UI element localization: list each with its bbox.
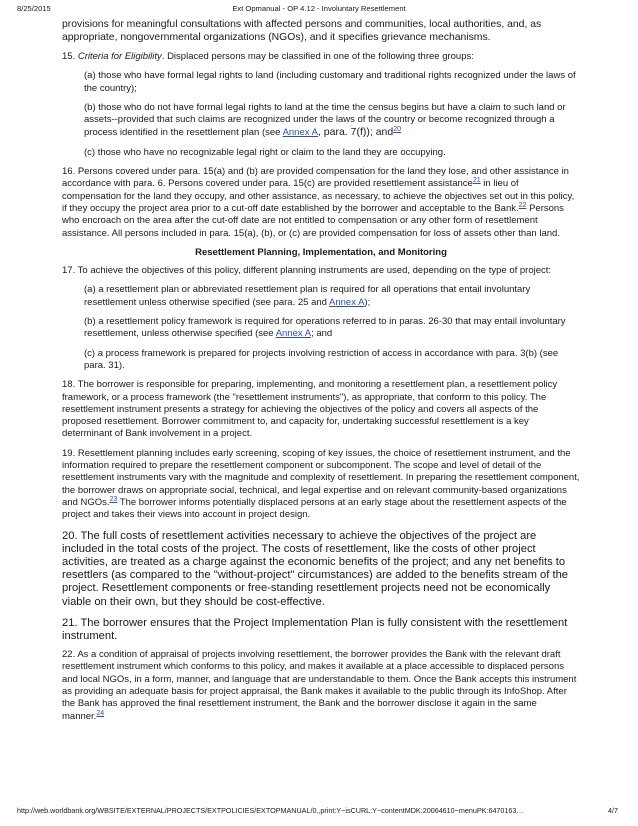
page-number: 4/7	[608, 806, 618, 815]
paragraph-18: 18. The borrower is responsible for preparing, implementing, and monitoring a resettlement plan, a resettlement policy framework, or a process framework (the "resettlement instruments"), as appropriate, that conform to this policy. The resettlement instrument presents a strategy for achieving the objectives of the policy and covers all aspects of the proposed resettlement. Borrower commitment to, and capacity for, undertaking successful resettlement is a key determinant of Bank involvement in a project.	[62, 379, 558, 440]
section-heading: Resettlement Planning, Implementation, and Monitoring	[195, 246, 447, 258]
para-number: 15.	[62, 51, 76, 62]
paragraph-22	[62, 649, 580, 723]
page-title: Ext Opmanual - OP 4.12 - Involuntary Resettlement	[232, 4, 406, 13]
page-footer	[0, 806, 638, 820]
paragraph-20: 20. The full costs of resettlement activities necessary to achieve the objectives of the project are included in the total costs of the project. The costs of resettlement, like the costs of other project activities, are treated as a charge against the economic benefits of the project; and any net benefits to resettlers (as compared to the "without-project" circumstances) are added to the benefits stream of the project. Resettlement components or free-standing resettlement projects need not be economically viable on their own, but they should be cost-effective.	[62, 529, 569, 608]
document-body	[62, 18, 580, 723]
footnote-24-link[interactable]: 24	[96, 709, 105, 717]
annex-a-link[interactable]: Annex A	[329, 296, 365, 308]
paragraph-17: 17. To achieve the objectives of this policy, different planning instruments are used, depending on the type of project:	[62, 265, 552, 277]
annex-a-link[interactable]: Annex A	[282, 127, 318, 139]
page-header	[0, 4, 638, 18]
para-text: ; and	[311, 328, 333, 340]
para-text: in lieu of compensation for the land they occupy, and other assistance, as necessary, to achieve the objectives set out in this policy, if they occupy the project area prior to a cut-off date established by the borrower and acceptable to the Bank.	[62, 178, 575, 214]
paragraph-15	[62, 51, 580, 63]
paragraph-intro: provisions for meaningful consultations with affected persons and communities, local authorities, and, as appropriate, nongovernmental organizations (NGOs), and it specifies grievance mechanisms.	[62, 19, 542, 43]
paragraph-15c: (c) those who have no recognizable legal right or claim to the land they are occupying.	[84, 146, 446, 158]
para-text: );	[364, 296, 371, 308]
eligibility-label: Criteria for Eligibility	[77, 51, 162, 62]
print-date: 8/25/2015	[17, 4, 51, 13]
para-text: Persons who encroach on the area after the cut-off date are not entitled to compensation or any other form of resettlement assistance. All persons included in para. 15(a), (b), or (c) are provided compensation for loss of assets other than land.	[62, 202, 564, 239]
para-text: , para. 7(f)); and	[317, 126, 394, 139]
paragraph-15a: (a) those who have formal legal rights to land (including customary and traditional rights recognized under the laws of the country);	[84, 70, 576, 94]
para-text: (a) a resettlement plan or abbreviated resettlement plan is required for all operations that entail involuntary resettlement unless otherwise specified (see para. 25 and	[84, 284, 531, 308]
footnote-20-link[interactable]: 20	[393, 126, 402, 134]
para-text: 16. Persons covered under para. 15(a) and (b) are provided compensation for the land they lose, and other assistance in accordance with para. 6. Persons covered under para. 15(c) are provided resettlement assistance	[62, 166, 569, 190]
paragraph-17a	[84, 284, 580, 309]
paragraph-17b	[84, 316, 580, 341]
paragraph-16	[62, 166, 580, 240]
para-text: (b) those who do not have formal legal rights to land at the time the census begins but have a claim to such land or assets--provided that such claims are recognized under the laws of the country or become recognized through a process identified in the resettlement plan (see	[84, 101, 566, 139]
footnote-23-link[interactable]: 23	[109, 495, 118, 503]
paragraph-19	[62, 448, 580, 522]
footnote-22-link[interactable]: 22	[518, 201, 527, 209]
para-text: (b) a resettlement policy framework is required for operations referred to in paras. 26-30 that may entail involuntary resettlement, unless otherwise specified (see	[84, 316, 566, 340]
para-text: The borrower informs potentially displaced persons at an early stage about the resettlement aspects of the project and takes their views into account in project design.	[62, 496, 567, 521]
para-text: 19. Resettlement planning includes early screening, scoping of key issues, the choice of resettlement instrument, and the information required to prepare the resettlement component or subcomponent. The scope and level of detail of the resettlement instruments vary with the magnitude and complexity of resettlement. In preparing the resettlement component, the borrower draws on appropriate social, technical, and legal expertise and on relevant community-based organizations and NGOs.	[62, 447, 580, 508]
annex-a-link[interactable]: Annex A	[275, 328, 312, 340]
para-text: . Displaced persons may be classified in one of the following three groups:	[161, 51, 474, 62]
paragraph-17c: (c) a process framework is prepared for projects involving restriction of access in accordance with para. 3(b) (see para. 31).	[84, 347, 559, 371]
para-text: 22. As a condition of appraisal of projects involving resettlement, the borrower provides the Bank with the relevant draft resettlement instrument which conforms to this policy, and makes it available at a place accessible to displaced persons and local NGOs, in a form, manner, and language that are understandable to them. Once the Bank accepts this instrument as providing an adequate basis for project appraisal, the Bank makes it available to the public through its InfoShop. After the Bank has approved the final resettlement instrument, the Bank and the borrower disclose it again in the same manner.	[62, 649, 577, 722]
page-url: http://web.worldbank.org/WBSITE/EXTERNAL/PROJECTS/EXTPOLICIES/EXTOPMANUAL/0,,print:Y~isCURL:Y~contentMDK:20064610~menuPK:6470163…	[17, 806, 524, 815]
paragraph-15b	[84, 102, 580, 140]
footnote-21-link[interactable]: 21	[472, 177, 481, 185]
paragraph-21: 21. The borrower ensures that the Project Implementation Plan is fully consistent with the resettlement instrument.	[62, 616, 568, 642]
